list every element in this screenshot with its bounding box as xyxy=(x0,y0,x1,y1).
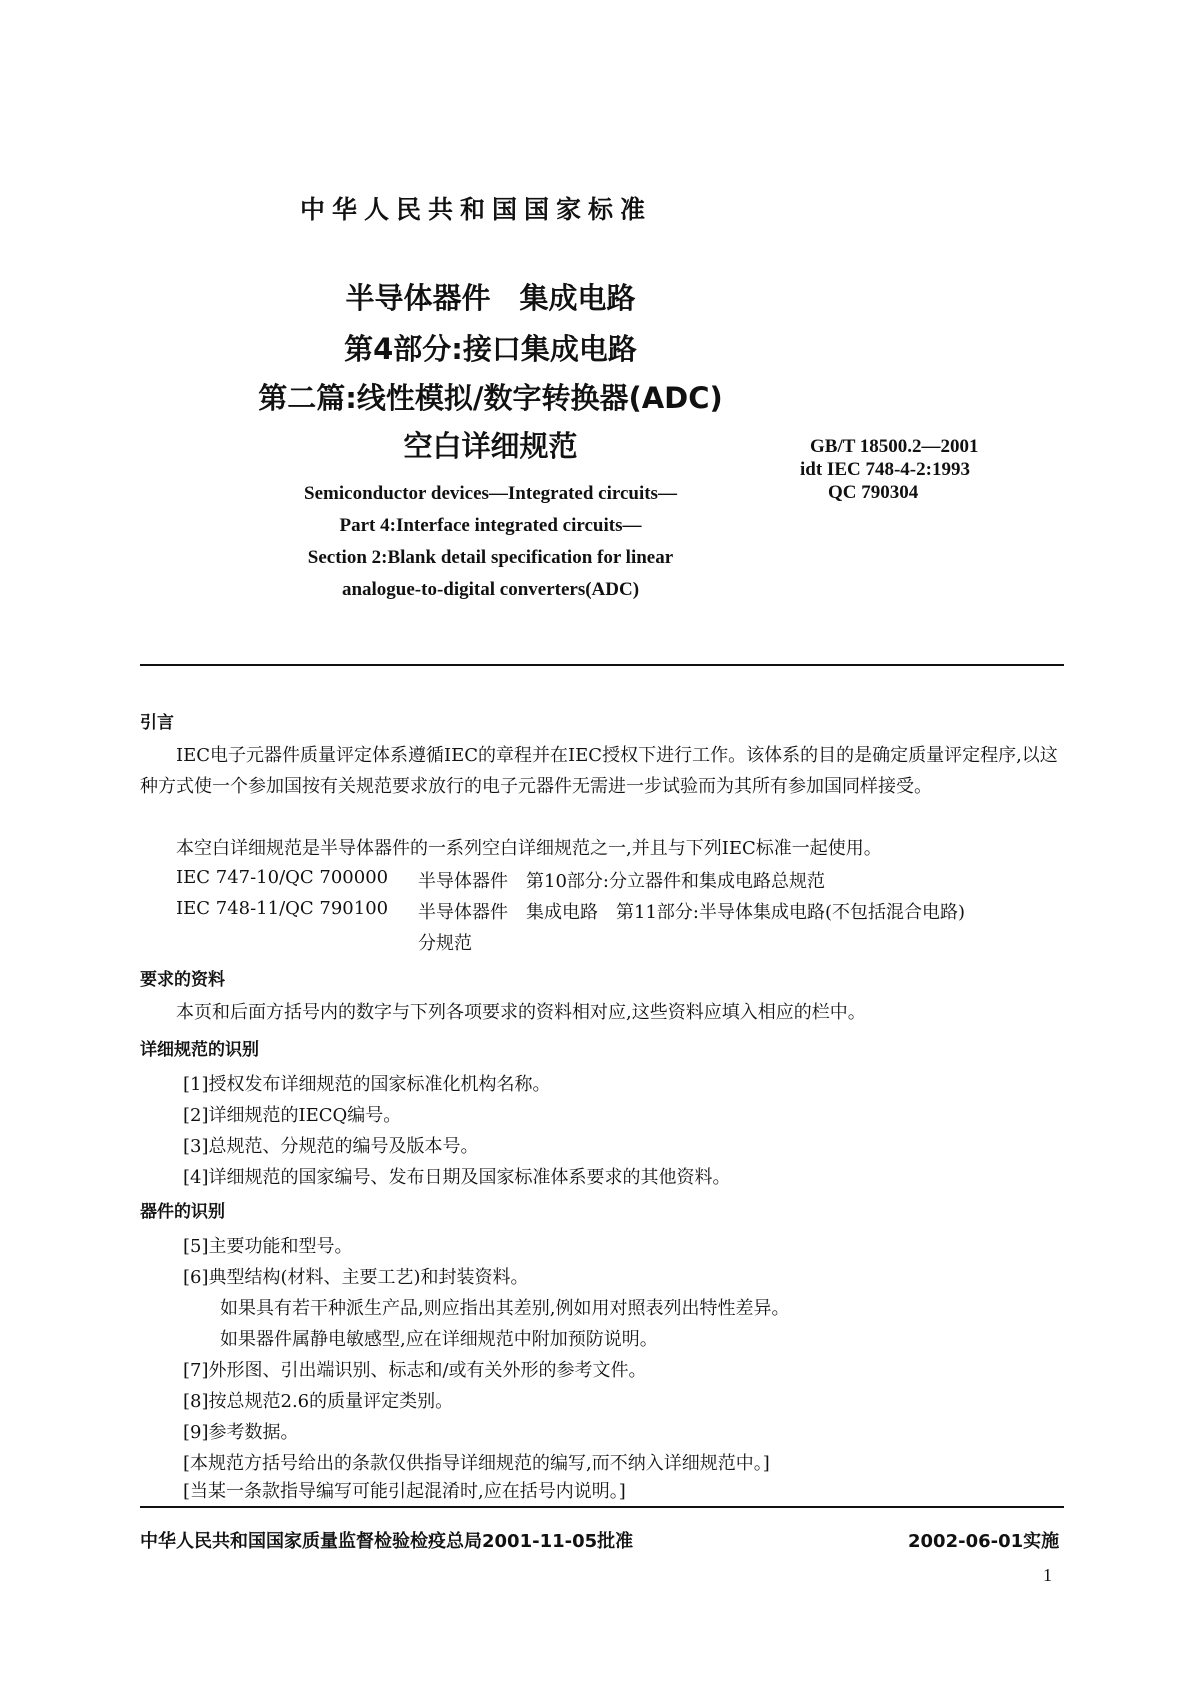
title-zh-line-4: 空白详细规范 xyxy=(403,429,578,463)
bottom-divider xyxy=(140,1506,1064,1508)
device-item-6-sub-2: 如果器件属静电敏感型,应在详细规范中附加预防说明。 xyxy=(220,1329,658,1350)
top-divider xyxy=(140,664,1064,666)
detail-spec-id-heading: 详细规范的识别 xyxy=(140,1040,259,1060)
detail-spec-item-3: [3]总规范、分规范的编号及版本号。 xyxy=(183,1136,479,1157)
required-info-paragraph: 本页和后面方括号内的数字与下列各项要求的资料相对应,这些资料应填入相应的栏中。 xyxy=(176,1002,866,1023)
title-zh-line-1: 半导体器件 集成电路 xyxy=(345,281,636,315)
device-item-6-sub-1: 如果具有若干种派生产品,则应指出其差别,例如用对照表列出特性差异。 xyxy=(220,1298,790,1319)
title-en-line-2: Part 4:Interface integrated circuits— xyxy=(339,515,642,536)
ref-title-2-cont: 分规范 xyxy=(418,933,472,954)
title-zh-line-3: 第二篇:线性模拟/数字转换器(ADC) xyxy=(258,381,723,415)
intro-paragraph-1: IEC电子元器件质量评定体系遵循IEC的章程并在IEC授权下进行工作。该体系的目的是确定质量评定程序,以这种方式使一个参加国按有关规范要求放行的电子元器件无需进一步试验而为其所有参加国同样接受。 xyxy=(140,745,1058,797)
intro-heading: 引言 xyxy=(140,713,174,733)
detail-spec-item-1: [1]授权发布详细规范的国家标准化机构名称。 xyxy=(183,1074,551,1095)
page-number: 1 xyxy=(1043,1565,1052,1585)
intro-paragraph-2: 本空白详细规范是半导体器件的一系列空白详细规范之一,并且与下列IEC标准一起使用。 xyxy=(176,838,882,859)
standard-number-gb: GB/T 18500.2—2001 xyxy=(810,436,979,457)
title-zh-line-2: 第4部分:接口集成电路 xyxy=(344,332,637,366)
ref-code-2: IEC 748-11/QC 790100 xyxy=(176,898,389,919)
ref-title-1: 半导体器件 第10部分:分立器件和集成电路总规范 xyxy=(418,871,825,892)
device-item-9: [9]参考数据。 xyxy=(183,1422,299,1443)
device-id-heading: 器件的识别 xyxy=(140,1202,225,1222)
device-item-6: [6]典型结构(材料、主要工艺)和封装资料。 xyxy=(183,1267,529,1288)
bracket-note-2: [当某一条款指导编写可能引起混淆时,应在括号内说明。] xyxy=(183,1481,626,1502)
national-standard-label: 中华人民共和国国家标准 xyxy=(300,195,653,224)
detail-spec-item-4: [4]详细规范的国家编号、发布日期及国家标准体系要求的其他资料。 xyxy=(183,1167,731,1188)
title-en-line-4: analogue-to-digital converters(ADC) xyxy=(341,579,640,600)
required-info-heading: 要求的资料 xyxy=(140,970,225,990)
bracket-note-1: [本规范方括号给出的条款仅供指导详细规范的编写,而不纳入详细规范中。] xyxy=(183,1453,770,1474)
standard-number-iec: idt IEC 748-4-2:1993 xyxy=(800,459,970,480)
ref-title-2: 半导体器件 集成电路 第11部分:半导体集成电路(不包括混合电路) xyxy=(418,902,966,923)
ref-code-1: IEC 747-10/QC 700000 xyxy=(176,867,389,888)
title-en-line-3: Section 2:Blank detail specification for linear xyxy=(307,547,674,568)
implementation-date: 2002-06-01实施 xyxy=(908,1531,1060,1552)
detail-spec-item-2: [2]详细规范的IECQ编号。 xyxy=(183,1105,402,1126)
approval-statement: 中华人民共和国国家质量监督检验检疫总局2001-11-05批准 xyxy=(140,1531,634,1552)
device-item-7: [7]外形图、引出端识别、标志和/或有关外形的参考文件。 xyxy=(183,1360,647,1381)
device-item-5: [5]主要功能和型号。 xyxy=(183,1236,353,1257)
title-en-line-1: Semiconductor devices—Integrated circuits— xyxy=(304,483,677,504)
standard-number-qc: QC 790304 xyxy=(828,482,919,503)
device-item-8: [8]按总规范2.6的质量评定类别。 xyxy=(183,1391,454,1412)
